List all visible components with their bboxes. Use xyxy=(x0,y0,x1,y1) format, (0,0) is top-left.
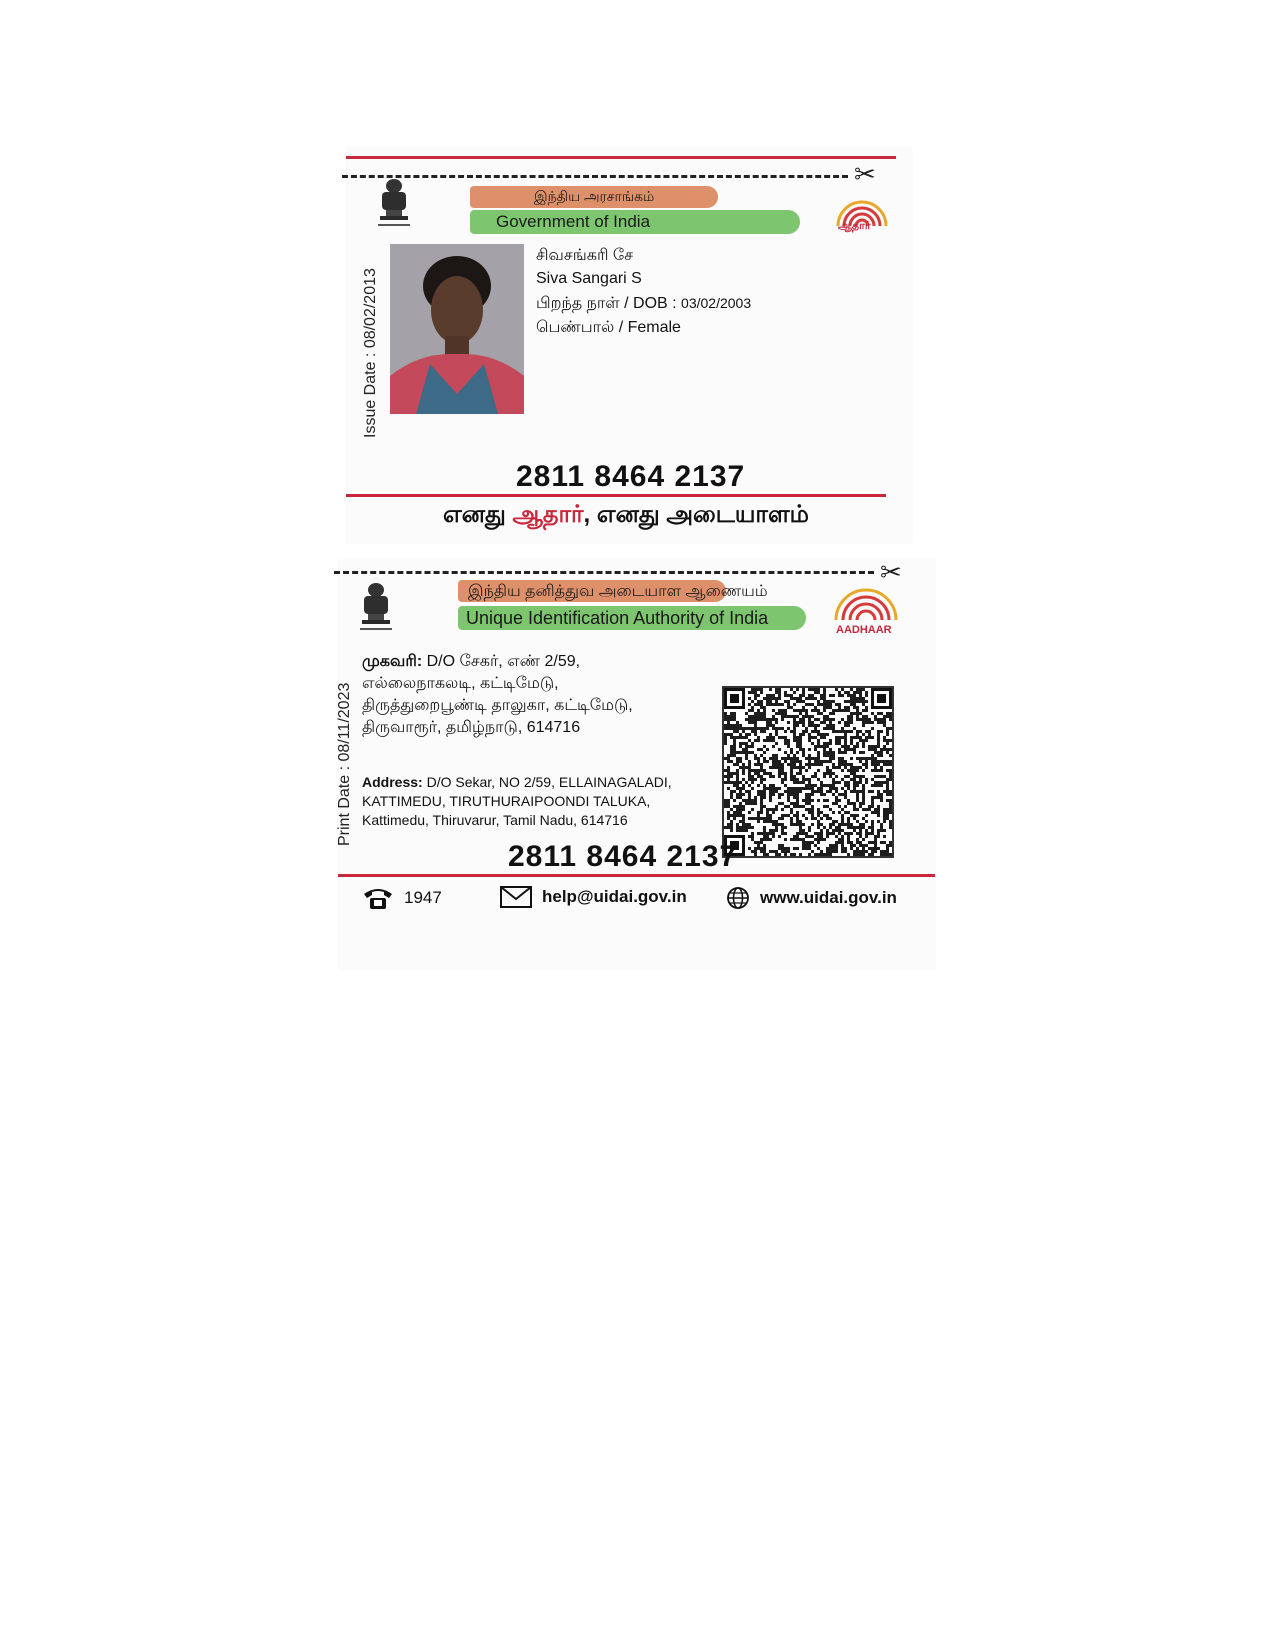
emblem-icon xyxy=(356,580,396,636)
tagline-highlight: ஆதார் xyxy=(512,501,584,528)
name-english: Siva Sangari S xyxy=(536,270,642,287)
address-tamil-line3: திருத்துறைபூண்டி தாலுகா, கட்டிமேடு, xyxy=(362,697,633,714)
address-tamil-line1 xyxy=(362,652,580,672)
globe-icon xyxy=(726,886,750,910)
website-url: www.uidai.gov.in xyxy=(760,888,897,907)
address-tamil-text1: D/O சேகர், எண் 2/59, xyxy=(422,653,581,670)
header-tamil: இந்திய அரசாங்கம் xyxy=(534,188,655,204)
aadhaar-logo-icon xyxy=(826,580,906,626)
header-tamil: இந்திய தனித்துவ அடையாள ஆணையம் xyxy=(468,583,768,600)
bottom-red-line xyxy=(338,874,935,877)
qr-code xyxy=(722,686,894,858)
issue-date: Issue Date : 08/02/2013 xyxy=(362,268,379,438)
address-tamil-label: முகவரி: xyxy=(362,653,423,670)
email-contact[interactable] xyxy=(500,886,687,908)
address-english-line3: Kattimedu, Thiruvarur, Tamil Nadu, 614716 xyxy=(362,812,628,828)
scissors-icon: ✂ xyxy=(854,159,876,189)
phone-number: 1947 xyxy=(404,888,442,907)
address-english-label: Address: xyxy=(362,774,423,790)
emblem-icon xyxy=(374,176,414,232)
top-red-line xyxy=(346,156,896,159)
print-date: Print Date : 08/11/2023 xyxy=(336,682,353,846)
dob-line xyxy=(536,294,751,314)
aadhaar-logo-label: ஆதார் xyxy=(838,220,871,232)
aadhaar-card-front xyxy=(346,148,912,543)
dob-value: 03/02/2003 xyxy=(681,295,752,311)
name-tamil: சிவசங்கரி சே xyxy=(536,247,634,264)
tagline xyxy=(443,501,809,531)
phone-icon xyxy=(362,886,394,910)
cut-line xyxy=(334,571,874,574)
gender: பெண்பால் / Female xyxy=(536,319,681,336)
header-english: Government of India xyxy=(496,212,651,231)
tagline-part1: எனது xyxy=(443,501,513,528)
aadhaar-number-front: 2811 8464 2137 xyxy=(516,460,746,493)
aadhaar-number-back: 2811 8464 2137 xyxy=(508,840,738,873)
address-english-text1: D/O Sekar, NO 2/59, ELLAINAGALADI, xyxy=(422,774,672,790)
header-english: Unique Identification Authority of India xyxy=(466,608,769,628)
dob-label: பிறந்த நாள் / DOB : xyxy=(536,295,682,312)
address-tamil-line2: எல்லைநாகலடி, கட்டிமேடு, xyxy=(362,675,559,692)
address-english-line1 xyxy=(362,774,672,790)
holder-photo xyxy=(390,244,524,414)
mail-icon xyxy=(500,886,532,908)
scissors-icon: ✂ xyxy=(880,557,902,587)
phone-contact xyxy=(362,886,442,910)
aadhaar-logo-label: AADHAAR xyxy=(836,624,892,636)
address-english-line2: KATTIMEDU, TIRUTHURAIPOONDI TALUKA, xyxy=(362,793,651,809)
website-contact[interactable] xyxy=(726,886,897,910)
address-tamil-line4: திருவாரூர், தமிழ்நாடு, 614716 xyxy=(362,719,581,736)
email-address: help@uidai.gov.in xyxy=(542,887,687,906)
tagline-part2: , எனது அடையாளம் xyxy=(583,501,809,528)
bottom-red-line xyxy=(346,494,886,497)
cut-line xyxy=(342,175,848,178)
aadhaar-card-back xyxy=(336,557,935,970)
